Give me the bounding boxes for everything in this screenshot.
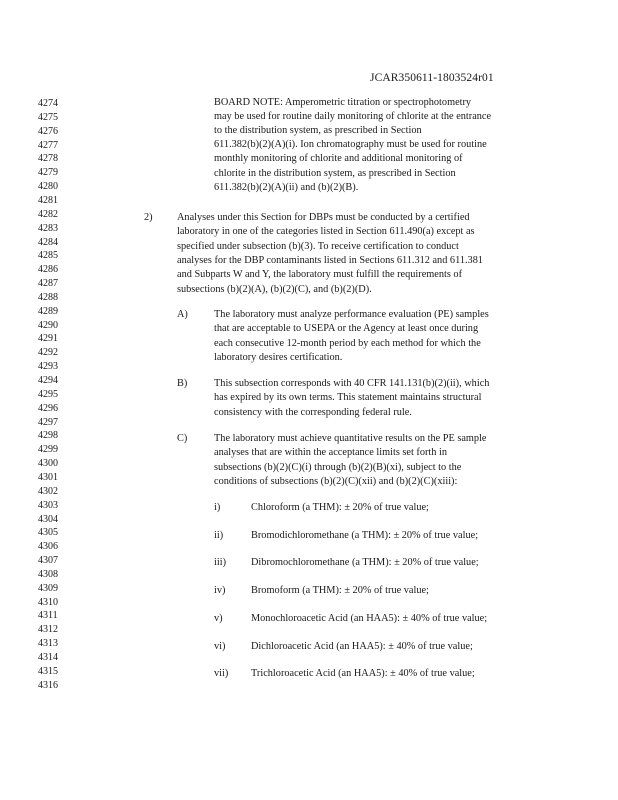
line-number: 4296 bbox=[38, 402, 58, 414]
para-C-label: C) bbox=[177, 433, 188, 444]
para-A-label: A) bbox=[177, 309, 188, 320]
list-item-label: i) bbox=[214, 502, 221, 513]
para-B-label: B) bbox=[177, 378, 188, 389]
board-note-line: 611.382(b)(2)(A)(i). Ion chromatography must be used for routine bbox=[214, 139, 487, 151]
list-item-text: Bromoform (a THM): ± 20% of true value; bbox=[251, 585, 429, 597]
list-item-text: Monochloroacetic Acid (an HAA5): ± 40% of true value; bbox=[251, 612, 488, 624]
line-number: 4302 bbox=[38, 485, 58, 497]
line-number: 4285 bbox=[38, 250, 58, 262]
line-number: 4281 bbox=[38, 194, 58, 206]
document-id: JCAR350611-1803524r01 bbox=[370, 72, 494, 84]
para-2-line: and Subparts W and Y, the laboratory must fulfill the requirements of bbox=[177, 269, 463, 281]
line-number: 4280 bbox=[38, 181, 58, 193]
line-number: 4306 bbox=[38, 541, 58, 553]
line-number: 4282 bbox=[38, 208, 58, 220]
para-C-line: subsections (b)(2)(C)(i) through (b)(2)(B)(xi), subject to the bbox=[214, 461, 462, 473]
para-2-line: specified under subsection (b)(3). To receive certification to conduct bbox=[177, 240, 459, 252]
list-item-label: vi) bbox=[214, 640, 226, 652]
line-number: 4312 bbox=[38, 624, 58, 636]
line-number: 4275 bbox=[38, 111, 58, 123]
line-number: 4316 bbox=[38, 679, 58, 691]
para-2-line: analyses for the DBP contaminants listed in Sections 611.312 and 611.381 bbox=[177, 254, 484, 266]
line-number: 4284 bbox=[38, 236, 58, 248]
para-A-line: each consecutive 12-month period by each method for which the bbox=[214, 337, 481, 349]
line-number: 4308 bbox=[38, 568, 58, 580]
line-number: 4305 bbox=[38, 527, 58, 539]
list-item-label: iv) bbox=[214, 585, 226, 597]
list-item-label: vii) bbox=[214, 668, 229, 680]
para-C-line: analyses that are within the acceptance limits set forth in bbox=[214, 447, 448, 459]
list-item-label: iii) bbox=[214, 557, 227, 569]
line-number: 4293 bbox=[38, 361, 58, 373]
list-item-text: Bromodichloromethane (a THM): ± 20% of true value; bbox=[251, 529, 479, 541]
para-C-line: conditions of subsections (b)(2)(C)(xii) and (b)(2)(C)(xiii): bbox=[214, 475, 458, 487]
board-note-line: may be used for routine daily monitoring of chlorite at the entrance bbox=[214, 111, 492, 123]
line-number: 4274 bbox=[38, 98, 58, 109]
line-number: 4304 bbox=[38, 513, 58, 525]
list-item-label: ii) bbox=[214, 529, 224, 541]
line-number: 4289 bbox=[38, 305, 58, 317]
para-B-line: This subsection corresponds with 40 CFR 141.131(b)(2)(ii), which bbox=[214, 378, 490, 389]
para-C-line: The laboratory must achieve quantitative results on the PE sample bbox=[214, 433, 487, 444]
para-2-label: 2) bbox=[144, 212, 153, 223]
line-number: 4277 bbox=[38, 139, 58, 151]
line-number: 4297 bbox=[38, 416, 58, 428]
para-A-line: laboratory desires certification. bbox=[214, 351, 343, 363]
para-B-line: has expired by its own terms. This statement maintains structural bbox=[214, 392, 482, 404]
line-number: 4315 bbox=[38, 665, 58, 677]
line-number: 4279 bbox=[38, 167, 58, 179]
board-note-line: chlorite in the distribution system, as prescribed in Section bbox=[214, 167, 456, 179]
list-item-text: Chloroform (a THM): ± 20% of true value; bbox=[251, 502, 429, 513]
line-number: 4314 bbox=[38, 652, 58, 663]
line-number: 4286 bbox=[38, 264, 58, 276]
line-number: 4299 bbox=[38, 444, 58, 456]
line-number: 4287 bbox=[38, 278, 58, 290]
board-note-line: monthly monitoring of chlorite and additional monitoring of bbox=[214, 153, 463, 165]
list-item-text: Trichloroacetic Acid (an HAA5): ± 40% of true value; bbox=[251, 668, 475, 680]
line-number: 4309 bbox=[38, 582, 58, 594]
board-note-line: 611.382(b)(2)(A)(ii) and (b)(2)(B). bbox=[214, 181, 359, 193]
list-item-text: Dichloroacetic Acid (an HAA5): ± 40% of true value; bbox=[251, 640, 473, 652]
line-number: 4301 bbox=[38, 471, 58, 483]
line-number: 4295 bbox=[38, 388, 58, 400]
line-number: 4294 bbox=[38, 375, 58, 386]
para-2-line: subsections (b)(2)(A), (b)(2)(C), and (b)(2)(D). bbox=[177, 283, 372, 295]
line-number: 4292 bbox=[38, 347, 58, 359]
line-number: 4283 bbox=[38, 222, 58, 234]
line-number: 4288 bbox=[38, 291, 58, 303]
line-number: 4278 bbox=[38, 153, 58, 165]
para-A-line: that are acceptable to USEPA or the Agency at least once during bbox=[214, 323, 479, 335]
line-number: 4311 bbox=[38, 610, 58, 622]
line-number: 4276 bbox=[38, 125, 58, 137]
list-item-text: Dibromochloromethane (a THM): ± 20% of true value; bbox=[251, 557, 479, 569]
line-number: 4307 bbox=[38, 555, 58, 567]
line-number: 4290 bbox=[38, 319, 58, 331]
line-number: 4291 bbox=[38, 333, 58, 345]
line-number: 4298 bbox=[38, 430, 58, 442]
para-2-line: laboratory in one of the categories listed in Section 611.490(a) except as bbox=[177, 226, 475, 238]
line-number: 4300 bbox=[38, 458, 58, 470]
para-B-line: consistency with the corresponding federal rule. bbox=[214, 406, 412, 418]
line-number: 4310 bbox=[38, 596, 58, 608]
list-item-label: v) bbox=[214, 612, 223, 624]
line-number: 4313 bbox=[38, 638, 58, 650]
para-A-line: The laboratory must analyze performance evaluation (PE) samples bbox=[214, 309, 489, 320]
board-note-line: to the distribution system, as prescribed in Section bbox=[214, 125, 422, 137]
board-note-line: BOARD NOTE: Amperometric titration or spectrophotometry bbox=[214, 97, 472, 108]
line-number: 4303 bbox=[38, 499, 58, 511]
para-2-line: Analyses under this Section for DBPs must be conducted by a certified bbox=[177, 212, 470, 223]
